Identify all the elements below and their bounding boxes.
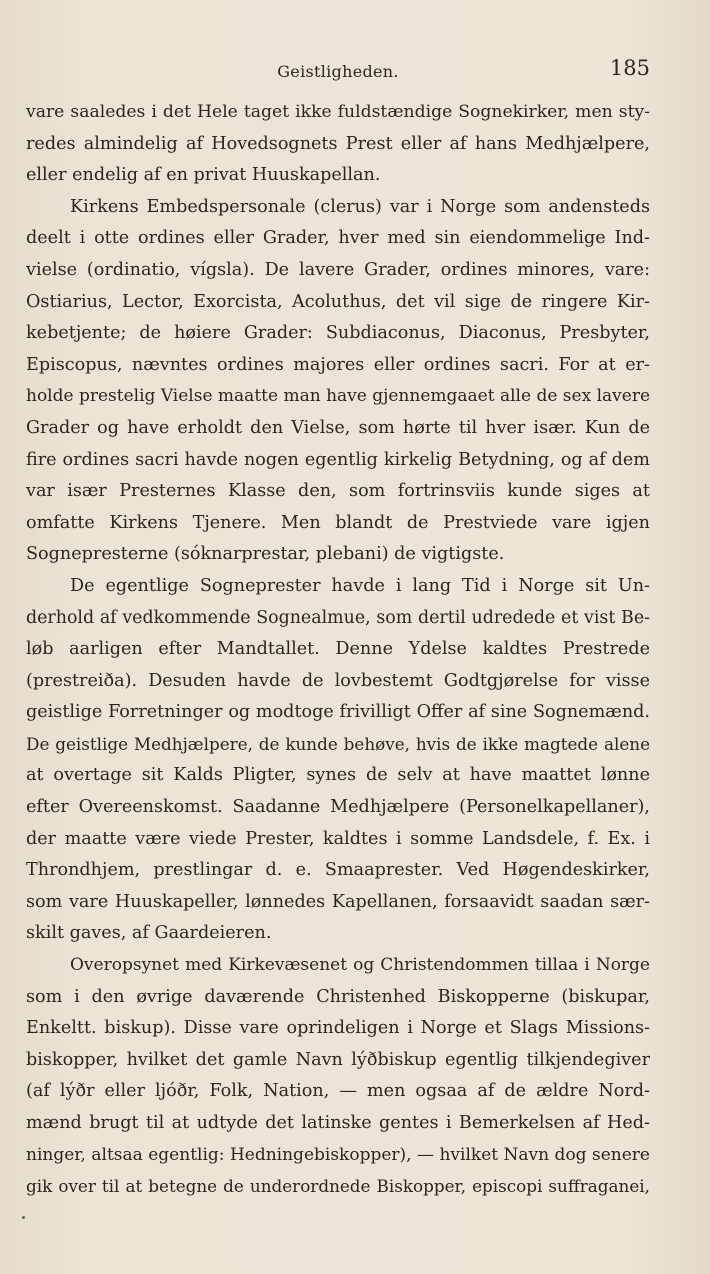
text-line: ninger, altsaa egentlig: Hedningebiskopper), — hvilket Navn dog senere bbox=[26, 1144, 650, 1165]
page-number: 185 bbox=[609, 56, 650, 80]
text-line: fire ordines sacri havde nogen egentlig kirkelig Betydning, og af dem bbox=[26, 449, 650, 470]
text-line: efter Overeenskomst. Saadanne Medhjælpere (Personelkapellaner), bbox=[26, 797, 650, 818]
text-line: skilt gaves, af Gaardeieren. bbox=[26, 923, 272, 944]
text-line: vielse (ordinatio, vígsla). De lavere Grader, ordines minores, vare: bbox=[26, 259, 650, 280]
text-line: vare saaledes i det Hele taget ikke fuldstændige Sognekirker, men sty- bbox=[26, 102, 650, 122]
text-line: eller endelig af en privat Huuskapellan. bbox=[26, 165, 381, 186]
text-line: Kirkens Embedspersonale (clerus) var i Norge som andensteds bbox=[70, 196, 650, 217]
running-title: Geistligheden. bbox=[277, 62, 399, 81]
text-line: løb aarligen efter Mandtallet. Denne Ydelse kaldtes Prestrede bbox=[26, 639, 650, 660]
text-line: Throndhjem, prestlingar d. e. Smaaprester. Ved Høgendeskirker, bbox=[26, 860, 650, 881]
text-line: at overtage sit Kalds Pligter, synes de selv at have maattet lønne bbox=[26, 765, 650, 786]
text-line: De egentlige Sogneprester havde i lang Tid i Norge sit Un- bbox=[70, 575, 650, 596]
text-line: kebetjente; de høiere Grader: Subdiaconus, Diaconus, Presbyter, bbox=[26, 323, 650, 344]
text-line: gik over til at betegne de underordnede Biskopper, episcopi suffraganei, bbox=[26, 1176, 650, 1197]
text-line: som i den øvrige daværende Christenhed Biskopperne (biskupar, bbox=[26, 986, 650, 1007]
text-line: Ostiarius, Lector, Exorcista, Acoluthus, det vil sige de ringere Kir- bbox=[26, 291, 650, 312]
text-line: mænd brugt til at udtyde det latinske gentes i Bemerkelsen af Hed- bbox=[26, 1113, 650, 1133]
text-line: geistlige Forretninger og modtoge frivilligt Offer af sine Sognemænd. bbox=[26, 702, 650, 723]
text-line: holde prestelig Vielse maatte man have gjennemgaaet alle de sex lavere bbox=[26, 386, 650, 407]
text-line: Overopsynet med Kirkevæsenet og Christendommen tillaa i Norge bbox=[70, 955, 650, 976]
text-line: (prestreiða). Desuden havde de lovbestemt Godtgjørelse for visse bbox=[26, 670, 650, 691]
text-line: omfatte Kirkens Tjenere. Men blandt de Prestviede vare igjen bbox=[26, 512, 650, 533]
paper-speck bbox=[22, 1216, 25, 1219]
text-line: Grader og have erholdt den Vielse, som hørte til hver især. Kun de bbox=[26, 417, 650, 438]
running-head bbox=[26, 56, 650, 86]
text-line: Enkeltt. biskup). Disse vare oprindeligen i Norge et Slags Missions- bbox=[26, 1018, 650, 1039]
body-text bbox=[26, 97, 650, 1203]
text-line: Sognepresterne (sóknarprestar, plebani) de vigtigste. bbox=[26, 544, 505, 565]
text-line: De geistlige Medhjælpere, de kunde behøve, hvis de ikke magtede alene bbox=[26, 733, 650, 754]
text-line: Episcopus, nævntes ordines majores eller ordines sacri. For at er- bbox=[26, 354, 650, 375]
text-line: redes almindelig af Hovedsognets Prest eller af hans Medhjælpere, bbox=[26, 133, 650, 154]
text-line: derhold af vedkommende Sognealmue, som dertil udredede et vist Be- bbox=[26, 607, 650, 628]
text-line: (af lýðr eller ljóðr, Folk, Nation, — men ogsaa af de ældre Nord- bbox=[26, 1081, 650, 1102]
text-line: var især Presternes Klasse den, som fortrinsviis kunde siges at bbox=[26, 481, 650, 502]
text-line: der maatte være viede Prester, kaldtes i somme Landsdele, f. Ex. i bbox=[26, 828, 650, 849]
text-line: deelt i otte ordines eller Grader, hver med sin eiendommelige Ind- bbox=[26, 228, 650, 249]
text-line: biskopper, hvilket det gamle Navn lýðbiskup egentlig tilkjendegiver bbox=[26, 1049, 650, 1070]
text-line: som vare Huuskapeller, lønnedes Kapellanen, forsaavidt saadan sær- bbox=[26, 891, 650, 912]
